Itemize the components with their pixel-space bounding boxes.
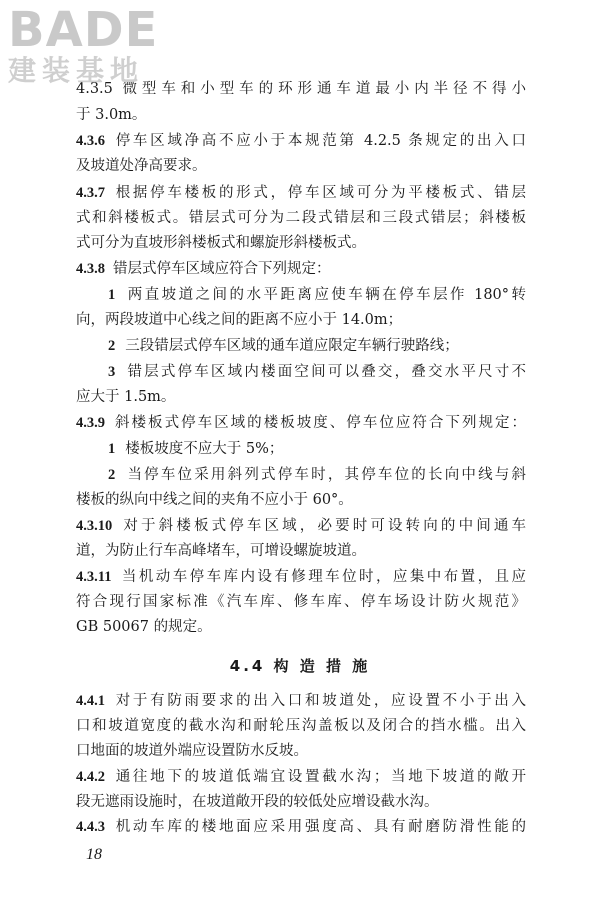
clause-text: 对于斜楼板式停车区域，必要时可设转向的中间通车 <box>120 518 526 534</box>
clause-4-3-8-item-3-line-2: 应大于 1.5m。 <box>76 389 176 405</box>
clause-text: 根据停车楼板的形式，停车区域可分为平楼板式、错层 <box>113 185 526 201</box>
clause-4-3-9-item-2-line-1 <box>108 466 526 484</box>
section-title: 4.4 构 造 措 施 <box>229 657 371 675</box>
clause-4-3-9-item-1 <box>108 440 526 458</box>
clause-text: 当机动车停车库内设有修理车位时，应集中布置，且应 <box>119 569 526 585</box>
clause-number: 4.4.2 <box>76 769 105 785</box>
clause-4-3-5-line-2: 于 3.0m。 <box>76 107 147 123</box>
clause-4-3-5-line-1: 4.3.5 微型车和小型车的环形通车道最小内半径不得小 <box>76 81 526 97</box>
clause-number: 4.3.9 <box>76 415 105 431</box>
clause-number: 4.4.3 <box>76 819 105 835</box>
clause-4-3-8-item-3-line-1 <box>108 363 526 381</box>
clause-4-3-10-line-1 <box>76 517 526 535</box>
watermark-brand-cn: 建装基地 <box>8 54 145 87</box>
clause-text: 错层式停车区域应符合下列规定： <box>113 261 331 277</box>
item-number: 1 <box>108 441 116 457</box>
clause-4-4-1-line-1 <box>76 692 526 710</box>
clause-number: 4.3.6 <box>76 133 105 149</box>
clause-4-3-11-line-2: 符合现行国家标准《汽车库、修车库、停车场设计防火规范》 <box>76 594 526 610</box>
clause-4-3-6-line-1 <box>76 132 526 150</box>
clause-number: 4.3.7 <box>76 185 105 201</box>
watermark-brand: BADE <box>8 2 159 58</box>
clause-text: 对于有防雨要求的出入口和坡道处，应设置不小于出入 <box>113 693 526 709</box>
clause-4-3-9-line-1 <box>76 414 526 432</box>
clause-number: 4.3.11 <box>76 569 112 585</box>
clause-text: 斜楼板式停车区域的楼板坡度、停车位应符合下列规定： <box>113 415 526 431</box>
watermark-logo <box>8 2 159 87</box>
item-text: 三段错层式停车区域的通车道应限定车辆行驶路线； <box>125 338 459 354</box>
clause-text: 机动车库的楼地面应采用强度高、具有耐磨防滑性能的 <box>113 819 526 835</box>
clause-text: 停车区域净高不应小于本规范第 4.2.5 条规定的出入口 <box>113 133 526 149</box>
clause-4-4-1-line-2: 口和坡道宽度的截水沟和耐轮压沟盖板以及闭合的挡水槛。出入 <box>76 718 526 734</box>
clause-number: 4.3.10 <box>76 518 113 534</box>
clause-4-3-8-item-1-line-1 <box>108 286 526 304</box>
item-number: 2 <box>108 338 116 354</box>
clause-4-4-1-line-3: 口地面的坡道外端应设置防水反坡。 <box>76 743 308 759</box>
item-text: 两直坡道之间的水平距离应使车辆在停车层作 180°转 <box>125 287 526 303</box>
item-text: 错层式停车区域内楼面空间可以叠交，叠交水平尺寸不 <box>125 364 526 380</box>
item-number: 2 <box>108 467 116 483</box>
clause-number: 4.3.8 <box>76 261 105 277</box>
clause-4-3-8-item-1-line-2: 向，两段坡道中心线之间的距离不应小于 14.0m； <box>76 312 403 328</box>
clause-4-3-10-line-2: 道，为防止行车高峰堵车，可增设螺旋坡道。 <box>76 543 366 559</box>
clause-number: 4.4.1 <box>76 693 105 709</box>
clause-4-3-11-line-1 <box>76 568 526 586</box>
page-number: 18 <box>86 846 102 863</box>
item-number: 3 <box>108 364 116 380</box>
clause-4-4-3-line-1 <box>76 818 526 836</box>
clause-4-3-9-item-2-line-2: 楼板的纵向中线之间的夹角不应小于 60°。 <box>76 492 353 508</box>
clause-4-3-8-item-2 <box>108 337 526 355</box>
clause-4-3-8-line-1 <box>76 260 526 278</box>
item-text: 楼板坡度不应大于 5%； <box>125 441 284 457</box>
item-text: 当停车位采用斜列式停车时，其停车位的长向中线与斜 <box>125 467 526 483</box>
clause-4-3-6-line-2: 及坡道处净高要求。 <box>76 158 207 174</box>
clause-text: 通往地下的坡道低端宜设置截水沟；当地下坡道的敞开 <box>113 769 526 785</box>
item-number: 1 <box>108 287 116 303</box>
clause-4-3-7-line-3: 式可分为直坡形斜楼板式和螺旋形斜楼板式。 <box>76 235 366 251</box>
clause-4-3-7-line-1 <box>76 184 526 202</box>
clause-4-4-2-line-2: 段无遮雨设施时，在坡道敞开段的较低处应增设截水沟。 <box>76 794 439 810</box>
clause-4-4-2-line-1 <box>76 768 526 786</box>
clause-4-3-7-line-2: 式和斜楼板式。错层式可分为二段式错层和三段式错层；斜楼板 <box>76 210 526 226</box>
clause-4-3-11-line-3: GB 50067 的规定。 <box>76 619 212 635</box>
